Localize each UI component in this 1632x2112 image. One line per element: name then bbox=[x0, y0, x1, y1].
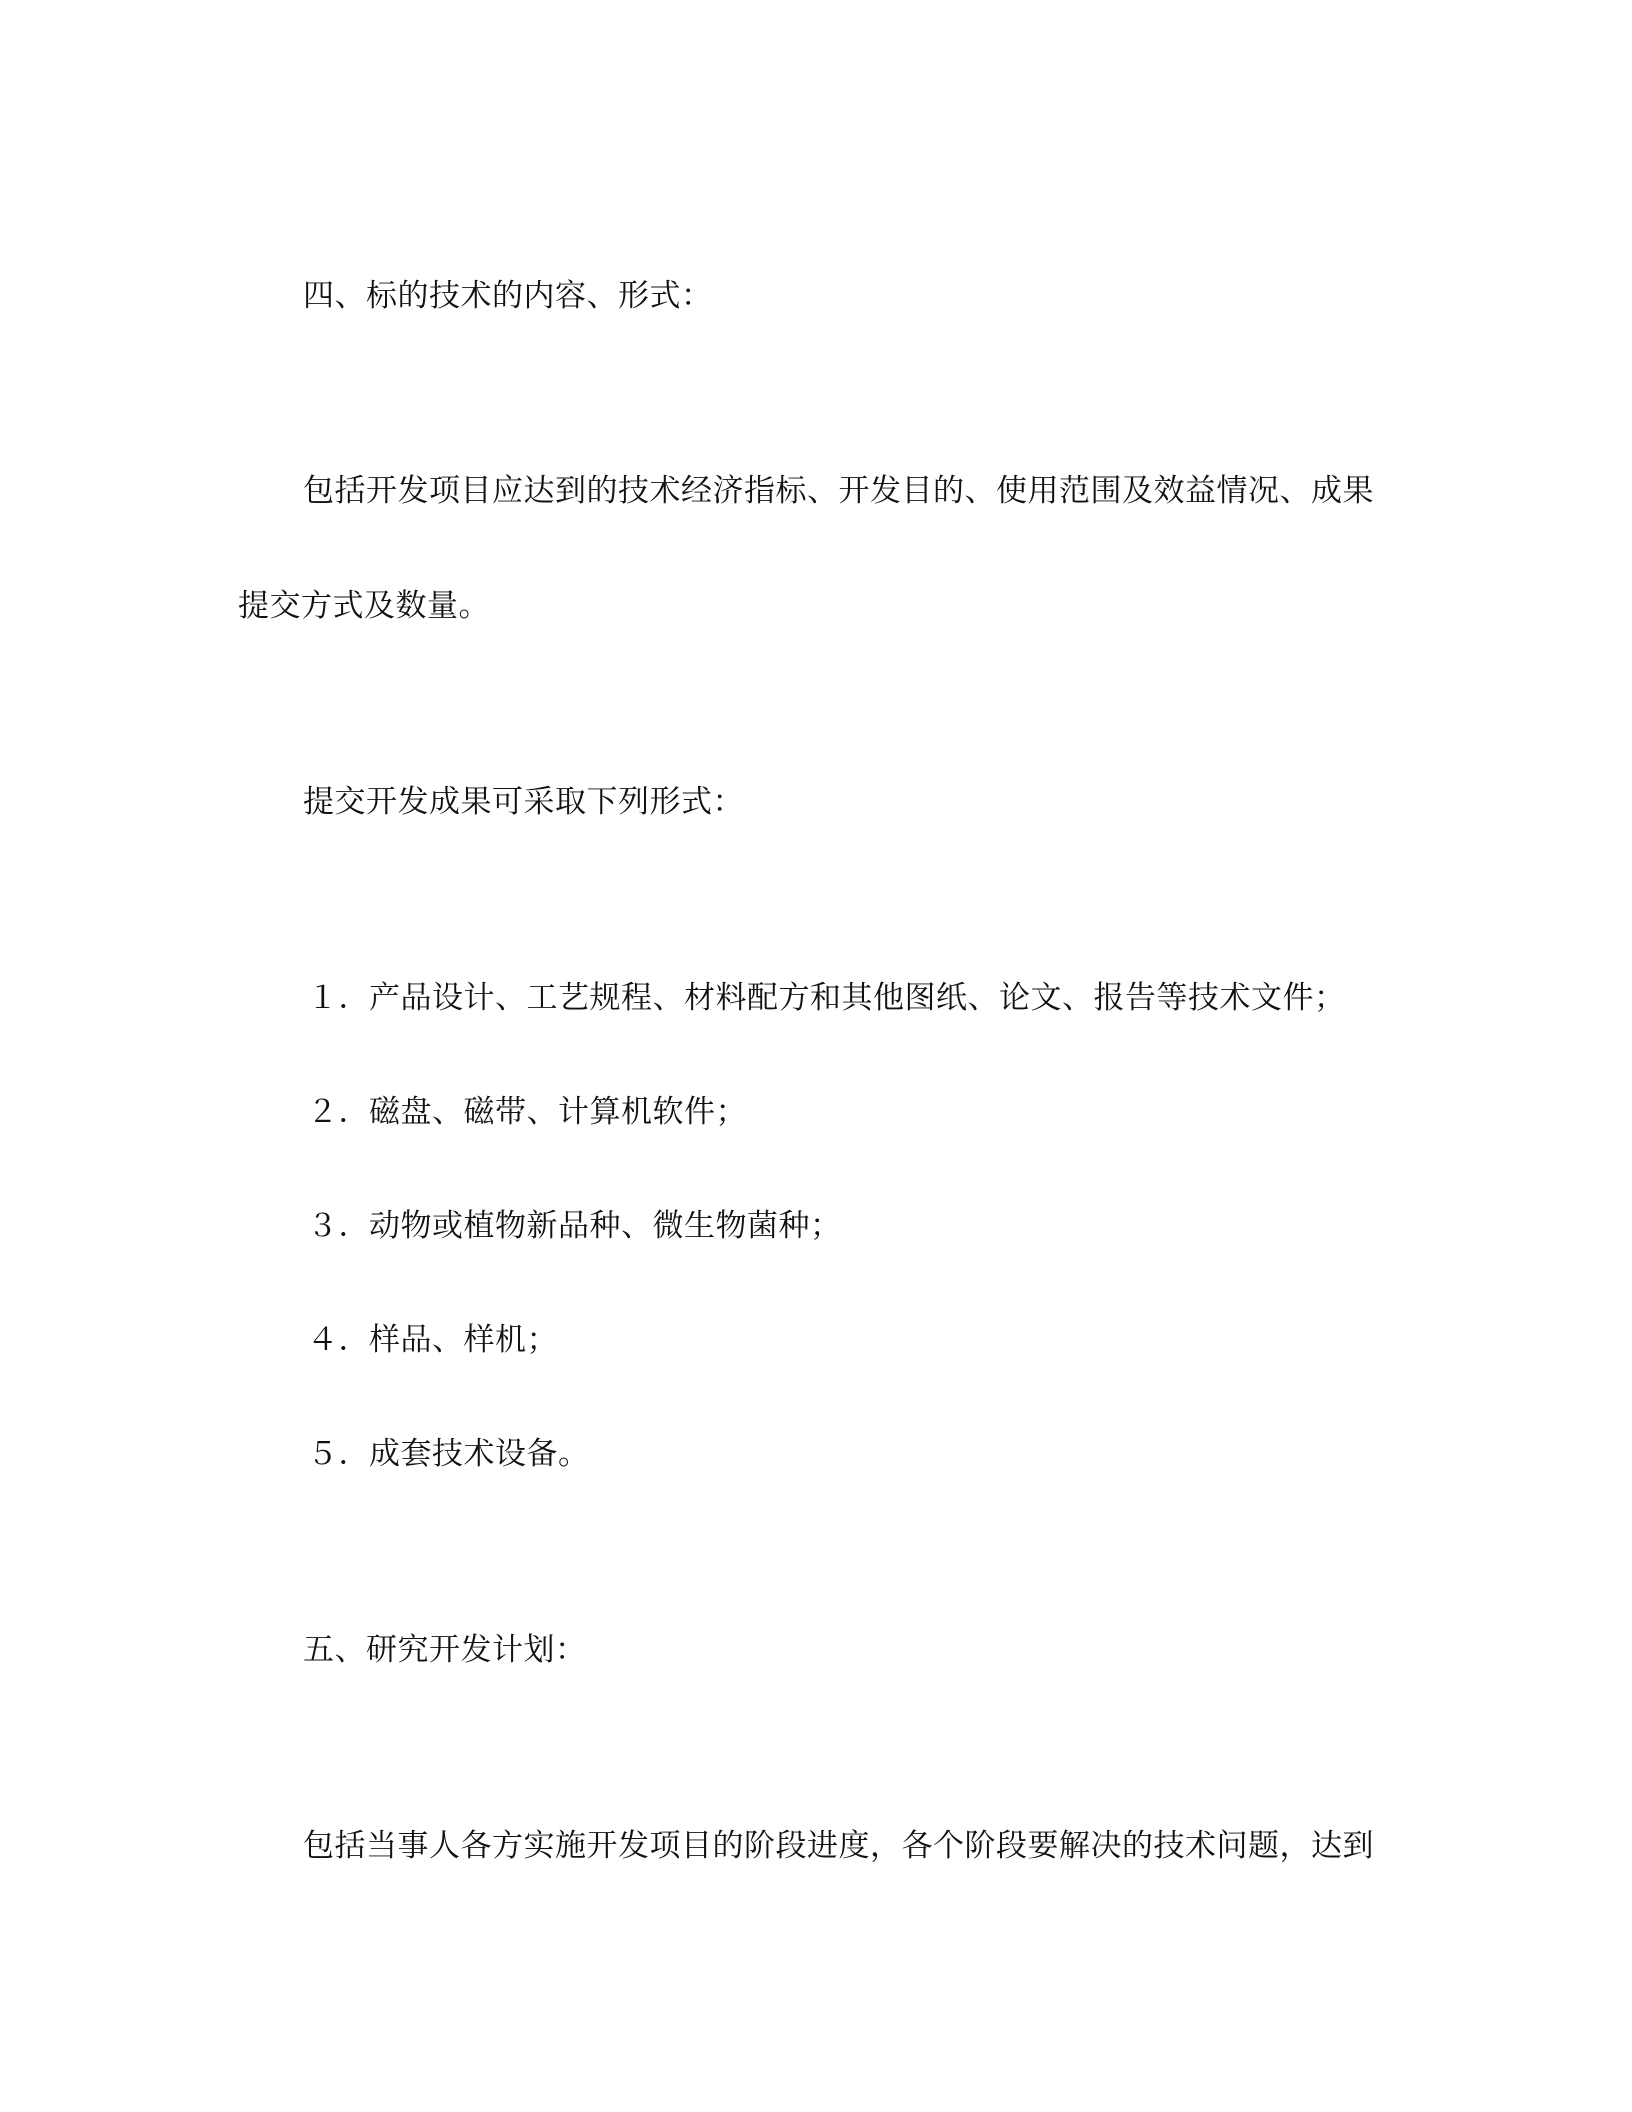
list-item-text: 成套技术设备。 bbox=[369, 1436, 590, 1472]
list-item-text: 动物或植物新品种、微生物菌种； bbox=[369, 1208, 842, 1244]
list-item bbox=[303, 1206, 842, 1246]
list-item-text: 样品、样机； bbox=[369, 1322, 558, 1358]
list-item-number: １． bbox=[307, 980, 370, 1016]
list-item bbox=[303, 1320, 558, 1360]
section-heading: 四、标的技术的内容、形式： bbox=[303, 278, 713, 314]
list-item bbox=[303, 978, 1346, 1018]
paragraph-line: 包括当事人各方实施开发项目的阶段进度，各个阶段要解决的技术问题，达到 bbox=[303, 1828, 1374, 1864]
paragraph-line: 提交方式及数量。 bbox=[238, 588, 490, 624]
paragraph-line: 包括开发项目应达到的技术经济指标、开发目的、使用范围及效益情况、成果 bbox=[303, 473, 1374, 509]
list-item bbox=[303, 1434, 590, 1474]
list-item-number: ５． bbox=[307, 1436, 370, 1472]
list-item-number: ３． bbox=[307, 1208, 370, 1244]
list-item-text: 产品设计、工艺规程、材料配方和其他图纸、论文、报告等技术文件； bbox=[369, 980, 1346, 1016]
list-item bbox=[303, 1092, 747, 1132]
list-intro: 提交开发成果可采取下列形式： bbox=[303, 784, 744, 820]
list-item-text: 磁盘、磁带、计算机软件； bbox=[369, 1094, 747, 1130]
list-item-number: ４． bbox=[307, 1322, 370, 1358]
list-item-number: ２． bbox=[307, 1094, 370, 1130]
section-heading: 五、研究开发计划： bbox=[303, 1632, 587, 1668]
